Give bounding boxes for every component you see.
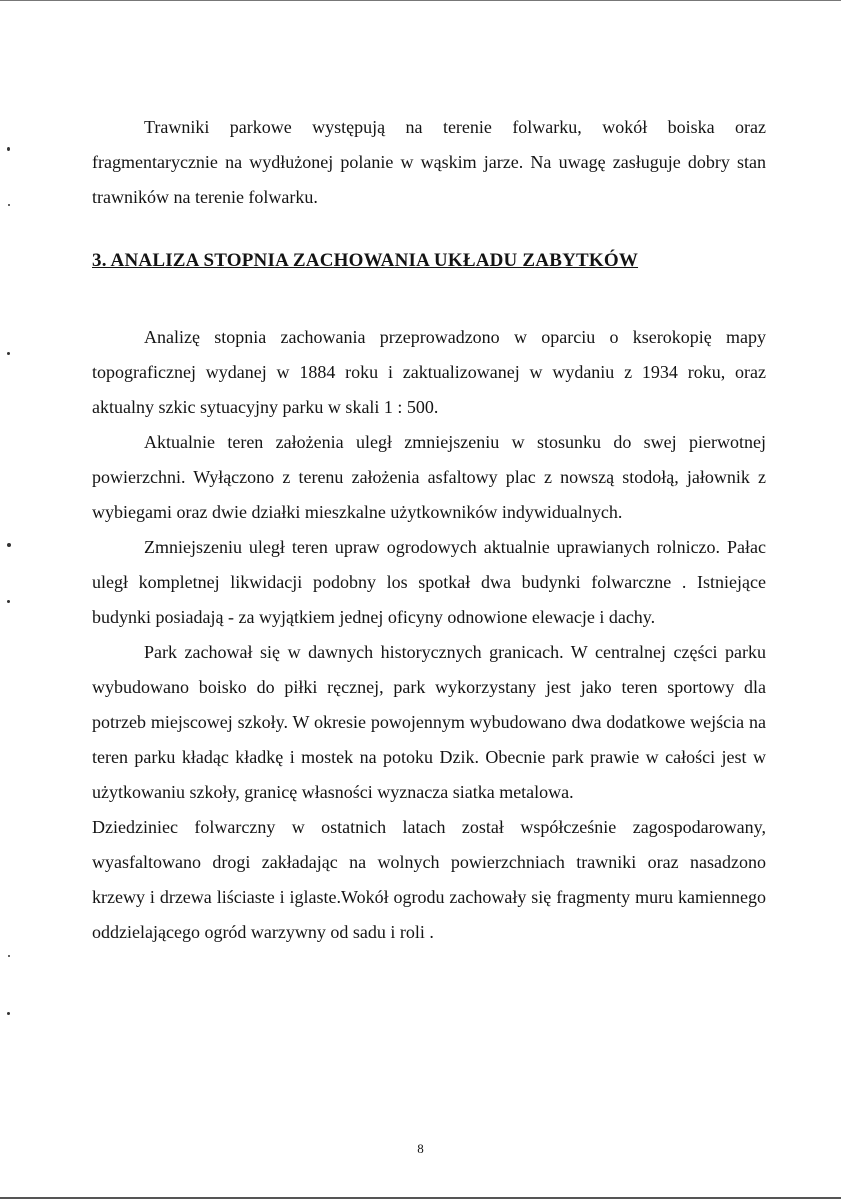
- intro-paragraph: Trawniki parkowe występują na terenie folwarku, wokół boiska oraz fragmentarycznie na wydłużonej polanie w wąskim jarze. Na uwagę zasługuje dobry stan trawników na terenie folwarku.: [92, 117, 766, 207]
- scan-speck: [7, 1012, 10, 1015]
- paragraph-analysis: Analizę stopnia zachowania przeprowadzono w oparciu o kserokopię mapy topograficznej wydanej w 1884 roku i zaktualizowanej w wydaniu z 1934 roku, oraz aktualny szkic sytuacyjny parku w skali 1 : 500.: [92, 327, 766, 417]
- paragraph-courtyard: Dziedziniec folwarczny w ostatnich latach został współcześnie zagospodarowany, wyasfaltowano drogi zakładając na wolnych powierzchniach trawniki oraz nasadzono krzewy i drzewa liściaste i iglaste.Wokół ogrodu zachowały się fragmenty muru kamiennego oddzielającego ogród warzywny od sadu i roli .: [92, 817, 766, 942]
- intro-block: [92, 110, 766, 215]
- body-block: [92, 320, 766, 950]
- scan-speck: [8, 955, 10, 957]
- paragraph-gardens: Zmniejszeniu uległ teren upraw ogrodowych aktualnie uprawianych rolniczo. Pałac uległ kompletnej likwidacji podobny los spotkał dwa budynki folwarczne . Istniejące budynki posiadają - za wyjątkiem jednej oficyny odnowione elewacje i dachy.: [92, 537, 766, 627]
- scan-speck: [7, 600, 10, 603]
- scan-speck: [7, 543, 11, 547]
- section-heading: 3. ANALIZA STOPNIA ZACHOWANIA UKŁADU ZABYTKÓW: [92, 250, 639, 271]
- scan-speck: [7, 352, 10, 355]
- paragraph-park: Park zachował się w dawnych historycznych granicach. W centralnej części parku wybudowano boisko do piłki ręcznej, park wykorzystany jest jako teren sportowy dla potrzeb miejscowej szkoły. W okresie powojennym wybudowano dwa dodatkowe wejścia na teren parku kładąc kładkę i mostek na potoku Dzik. Obecnie park prawie w całości jest w użytkowaniu szkoły, granicę własności wyznacza siatka metalowa.: [92, 642, 766, 802]
- paragraph-reduction: Aktualnie teren założenia uległ zmniejszeniu w stosunku do swej pierwotnej powierzchni. Wyłączono z terenu założenia asfaltowy plac z nowszą stodołą, jałownik z wybiegami oraz dwie działki mieszkalne użytkowników indywidualnych.: [92, 432, 766, 522]
- scan-speck: [8, 204, 10, 206]
- scan-speck: [7, 147, 10, 151]
- page-number: 8: [417, 1141, 424, 1156]
